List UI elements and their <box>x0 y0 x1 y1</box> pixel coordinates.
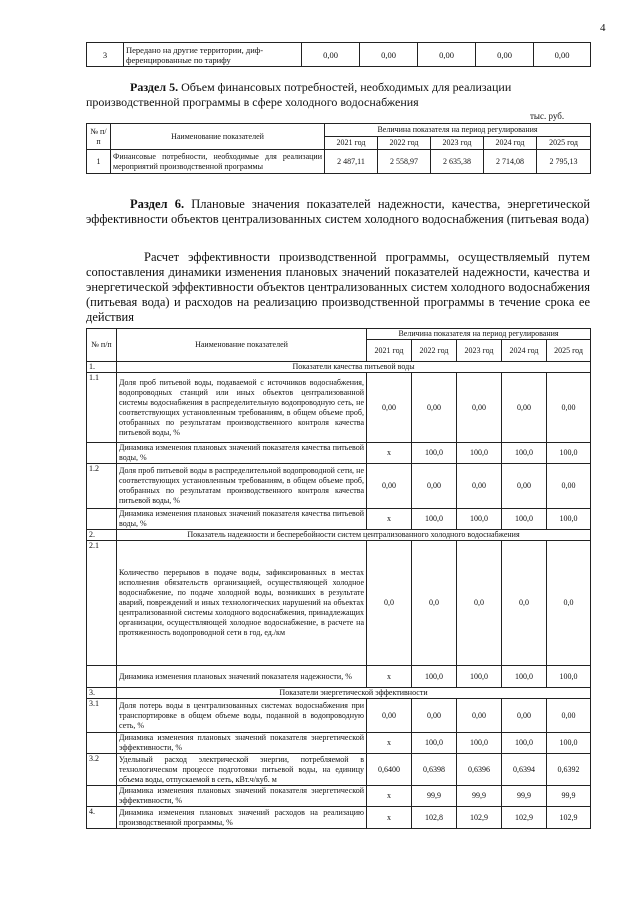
value-cell: 0,00 <box>367 464 412 509</box>
table-row <box>87 509 591 530</box>
value-cell: 100,0 <box>412 443 457 464</box>
row-number: 1. <box>87 362 117 373</box>
header-year: 2023 год <box>431 137 484 150</box>
row-number: 4. <box>87 807 117 829</box>
row-number: 2.1 <box>87 541 117 666</box>
value-cell: 0,00 <box>412 373 457 443</box>
value-cell: 100,0 <box>412 733 457 754</box>
value-cell: 100,0 <box>457 666 502 688</box>
value-cell: 0,00 <box>476 43 534 67</box>
value-cell: 100,0 <box>457 443 502 464</box>
section6-label: Раздел 6. <box>130 197 185 211</box>
value-cell: 0,00 <box>302 43 360 67</box>
row-name: Динамика изменения плановых значений показателя энергетической эффективности, % <box>117 733 367 754</box>
value-cell: 100,0 <box>412 509 457 530</box>
calc-paragraph <box>86 250 590 325</box>
table-row <box>87 464 591 509</box>
row-number: 1.2 <box>87 464 117 509</box>
value-cell: 2 487,11 <box>325 150 378 174</box>
value-cell: x <box>367 443 412 464</box>
row-number <box>87 786 117 807</box>
section-title: Показатели качества питьевой воды <box>117 362 591 373</box>
value-cell: 0,00 <box>418 43 476 67</box>
value-cell: 100,0 <box>547 733 591 754</box>
row-name: Передано на другие территории, диф-ференцированные по тарифу <box>124 43 302 67</box>
row-name: Финансовые потребности, необходимые для реализации мероприятий производственной программы <box>111 150 325 174</box>
value-cell: 0,00 <box>457 373 502 443</box>
value-cell: 2 795,13 <box>537 150 591 174</box>
value-cell: 0,6398 <box>412 754 457 786</box>
value-cell: x <box>367 786 412 807</box>
row-name: Доля проб питьевой воды, подаваемой с источников водоснабжения, водопроводных станций или иных объектов централизованной системы водоснабжения в распределительную водопроводную сеть, не соответствующих установленным требованиям, в общем объеме проб, отобранных по результатам производственного контроля качества питьевой воды, % <box>117 373 367 443</box>
value-cell: x <box>367 509 412 530</box>
row-number: 1 <box>87 150 111 174</box>
section5-label: Раздел 5. <box>130 80 179 94</box>
row-number <box>87 733 117 754</box>
header-year: 2022 год <box>412 340 457 362</box>
table-row <box>87 43 591 67</box>
row-number: 3.2 <box>87 754 117 786</box>
value-cell: 0,6394 <box>502 754 547 786</box>
value-cell: 100,0 <box>547 443 591 464</box>
value-cell: 100,0 <box>502 509 547 530</box>
value-cell: 0,00 <box>502 699 547 733</box>
section-row <box>87 362 591 373</box>
value-cell: x <box>367 733 412 754</box>
section-title: Показатель надежности и бесперебойности систем централизованного холодного водоснабжения <box>117 530 591 541</box>
row-name: Динамика изменения плановых значений показателя энергетической эффективности, % <box>117 786 367 807</box>
indicators-table <box>86 328 591 829</box>
value-cell: 100,0 <box>457 733 502 754</box>
value-cell: 2 635,38 <box>431 150 484 174</box>
section6-heading <box>86 197 590 227</box>
row-number: 3.1 <box>87 699 117 733</box>
header-year: 2025 год <box>547 340 591 362</box>
header-num: № п/п <box>87 124 111 150</box>
row-number: 2. <box>87 530 117 541</box>
table-row <box>87 733 591 754</box>
value-cell: 99,9 <box>547 786 591 807</box>
header-year: 2024 год <box>502 340 547 362</box>
value-cell: 100,0 <box>502 666 547 688</box>
value-cell: 99,9 <box>412 786 457 807</box>
value-cell: 0,00 <box>457 699 502 733</box>
table-row <box>87 807 591 829</box>
section5-title: Объем финансовых потребностей, необходимых для реализации производственной программы в сфере холодного водоснабжения <box>86 80 512 109</box>
section-row <box>87 530 591 541</box>
header-name: Наименование показателей <box>117 329 367 362</box>
section5-heading <box>86 80 590 110</box>
value-cell: 0,0 <box>502 541 547 666</box>
financial-needs-table <box>86 123 591 174</box>
row-number: 1.1 <box>87 373 117 443</box>
value-cell: 99,9 <box>502 786 547 807</box>
value-cell: 99,9 <box>457 786 502 807</box>
unit-label: тыс. руб. <box>530 111 565 121</box>
value-cell: 0,00 <box>534 43 591 67</box>
row-number <box>87 443 117 464</box>
header-group: Величина показателя на период регулирования <box>367 329 591 340</box>
row-number: 3 <box>87 43 124 67</box>
row-name: Динамика изменения плановых значений показателя надежности, % <box>117 666 367 688</box>
table-row <box>87 150 591 174</box>
value-cell: 0,00 <box>367 373 412 443</box>
value-cell: 0,0 <box>412 541 457 666</box>
row-name: Динамика изменения плановых значений показателя качества питьевой воды, % <box>117 509 367 530</box>
value-cell: 0,00 <box>412 699 457 733</box>
value-cell: 102,9 <box>457 807 502 829</box>
row-name: Удельный расход электрической энергии, потребляемой в технологическом процессе подготовки питьевой воды, на единицу объема воды, отпускаемой в сеть, кВт.ч/куб. м <box>117 754 367 786</box>
header-year: 2022 год <box>378 137 431 150</box>
page-number: 4 <box>600 22 606 34</box>
value-cell: 0,6392 <box>547 754 591 786</box>
row-name: Доля проб питьевой воды в распределительной водопроводной сети, не соответствующих установленным требованиям, в общем объеме проб, отобранных по результатам производственного контроля качества питьевой воды, % <box>117 464 367 509</box>
value-cell: 0,6396 <box>457 754 502 786</box>
value-cell: 0,00 <box>502 464 547 509</box>
calc-text: Расчет эффективности производственной программы, осуществляемый путем сопоставления динамики изменения плановых значений показателей надежности, качества и энергетической эффективности объектов централизованных систем холодного водоснабжения (питьевая вода) и расходов на реализацию производственной программы в течение срока ее действия <box>86 250 590 324</box>
table-row <box>87 541 591 666</box>
value-cell: 0,00 <box>547 373 591 443</box>
row-name: Количество перерывов в подаче воды, зафиксированных в местах исполнения обязательств организацией, осуществляющей холодное водоснабжение, по подаче холодной воды, возникших в результате аварий, повреждений и иных технологических нарушений на объектах централизованной системы холодного водоснабжения, принадлежащих организации, осуществляющей холодное водоснабжение, в расчете на протяженность водопроводной сети в год, ед./км <box>117 541 367 666</box>
row-name: Динамика изменения плановых значений показателя качества питьевой воды, % <box>117 443 367 464</box>
table-row <box>87 373 591 443</box>
value-cell: 100,0 <box>457 509 502 530</box>
row-name: Динамика изменения плановых значений расходов на реализацию производственной программы, % <box>117 807 367 829</box>
header-year: 2023 год <box>457 340 502 362</box>
value-cell: 0,00 <box>547 464 591 509</box>
value-cell: x <box>367 666 412 688</box>
value-cell: 0,00 <box>360 43 418 67</box>
header-name: Наименование показателей <box>111 124 325 150</box>
table-row <box>87 786 591 807</box>
value-cell: 2 714,08 <box>484 150 537 174</box>
section-title: Показатели энергетической эффективности <box>117 688 591 699</box>
table-row <box>87 443 591 464</box>
value-cell: 0,00 <box>367 699 412 733</box>
value-cell: 102,8 <box>412 807 457 829</box>
row-name: Доля потерь воды в централизованных системах водоснабжения при транспортировке в общем объеме воды, поданной в водопроводную сеть, % <box>117 699 367 733</box>
header-year: 2021 год <box>367 340 412 362</box>
value-cell: 2 558,97 <box>378 150 431 174</box>
value-cell: 0,00 <box>412 464 457 509</box>
value-cell: 0,0 <box>547 541 591 666</box>
continuation-table <box>86 42 591 67</box>
value-cell: 102,9 <box>547 807 591 829</box>
value-cell: 0,0 <box>367 541 412 666</box>
row-number <box>87 666 117 688</box>
value-cell: 0,0 <box>457 541 502 666</box>
value-cell: 102,9 <box>502 807 547 829</box>
value-cell: 0,6400 <box>367 754 412 786</box>
value-cell: 100,0 <box>502 733 547 754</box>
value-cell: 100,0 <box>547 666 591 688</box>
table-row <box>87 754 591 786</box>
value-cell: 0,00 <box>502 373 547 443</box>
row-number <box>87 509 117 530</box>
value-cell: x <box>367 807 412 829</box>
header-year: 2025 год <box>537 137 591 150</box>
header-year: 2021 год <box>325 137 378 150</box>
section6-title: Плановые значения показателей надежности, качества, энергетической эффективности объектов централизованных систем холодного водоснабжения (питьевая вода) <box>86 197 591 226</box>
value-cell: 0,00 <box>457 464 502 509</box>
value-cell: 100,0 <box>412 666 457 688</box>
section-row <box>87 688 591 699</box>
table-row <box>87 699 591 733</box>
header-num: № п/п <box>87 329 117 362</box>
value-cell: 100,0 <box>547 509 591 530</box>
row-number: 3. <box>87 688 117 699</box>
value-cell: 0,00 <box>547 699 591 733</box>
table-row <box>87 666 591 688</box>
header-year: 2024 год <box>484 137 537 150</box>
header-group: Величина показателя на период регулирования <box>325 124 591 137</box>
value-cell: 100,0 <box>502 443 547 464</box>
